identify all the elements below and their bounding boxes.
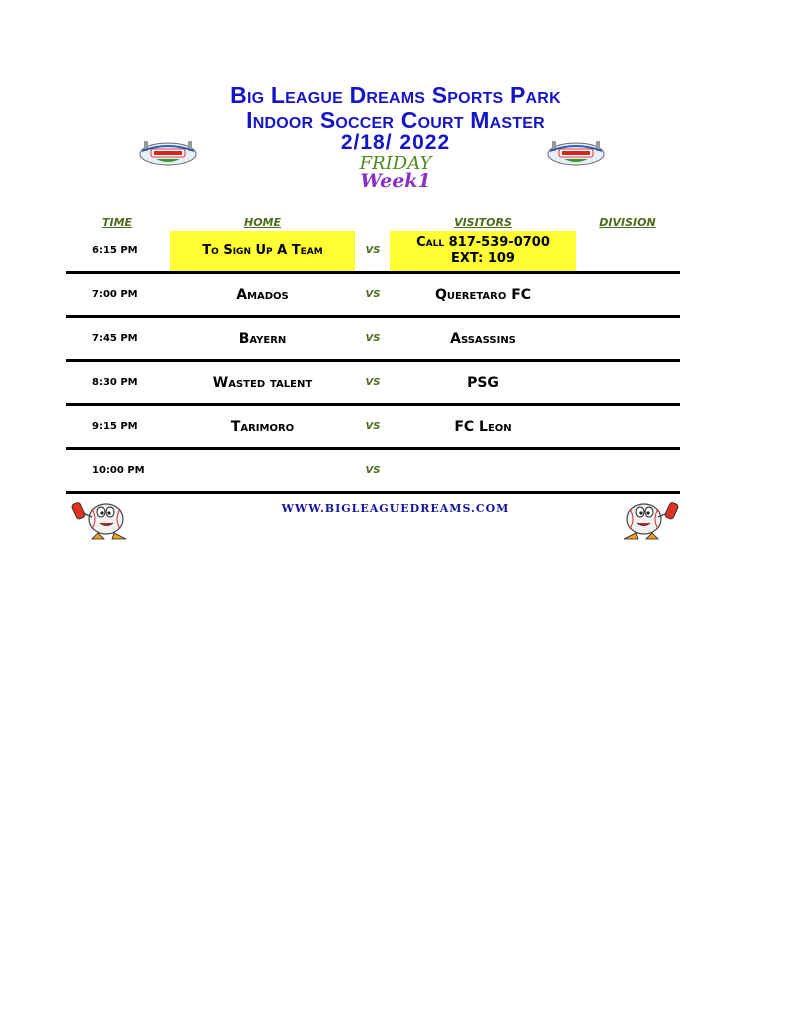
game-time: 9:15 PM: [92, 421, 138, 432]
vs-label: VS: [365, 333, 381, 344]
table-row: [66, 274, 680, 316]
title-line-2: Indoor Soccer Court Master: [246, 107, 545, 133]
visitors-team: FC Leon: [454, 419, 512, 435]
schedule-week: Week1: [360, 170, 431, 192]
table-row: [66, 318, 680, 360]
game-time: 7:00 PM: [92, 289, 138, 300]
title-line-1: Big League Dreams Sports Park: [230, 82, 561, 108]
signup-phone: Call 817-539-0700: [416, 235, 550, 250]
big-league-dreams-logo-icon: [546, 137, 606, 167]
schedule-date: 2/18/ 2022: [340, 131, 451, 154]
signup-extension: EXT: 109: [451, 251, 515, 266]
visitors-team: PSG: [467, 375, 499, 391]
home-team: To Sign Up A Team: [170, 231, 355, 271]
visitors-team: Assassins: [450, 331, 516, 347]
column-header-home: HOME: [243, 216, 282, 229]
baseball-mascot-phone-icon: [612, 497, 682, 542]
vs-label: VS: [365, 421, 381, 432]
home-team: Tarimoro: [230, 419, 295, 435]
table-row: [66, 229, 680, 271]
visitors-team: Queretaro FC: [434, 287, 532, 303]
vs-label: VS: [365, 289, 381, 300]
home-team: Wasted talent: [212, 375, 313, 391]
schedule-day: FRIDAY: [359, 153, 432, 174]
visitors-team: [390, 231, 576, 271]
big-league-dreams-logo-icon: [138, 137, 198, 167]
baseball-mascot-phone-icon: [68, 497, 138, 542]
game-time: 6:15 PM: [92, 245, 138, 256]
column-header-time: TIME: [101, 216, 133, 229]
home-team: Bayern: [238, 331, 287, 347]
table-row: [66, 450, 680, 492]
row-divider: [66, 491, 680, 494]
website-link[interactable]: WWW.BIGLEAGUEDREAMS.COM: [281, 502, 510, 515]
table-row: [66, 406, 680, 448]
vs-label: VS: [365, 245, 381, 256]
game-time: 7:45 PM: [92, 333, 138, 344]
game-time: 8:30 PM: [92, 377, 138, 388]
vs-label: VS: [365, 377, 381, 388]
game-time: 10:00 PM: [92, 465, 145, 476]
column-header-division: DIVISION: [599, 216, 656, 229]
home-team: Amados: [236, 287, 289, 303]
table-row: [66, 362, 680, 404]
column-header-visitors: VISITORS: [454, 216, 512, 229]
vs-label: VS: [365, 465, 381, 476]
